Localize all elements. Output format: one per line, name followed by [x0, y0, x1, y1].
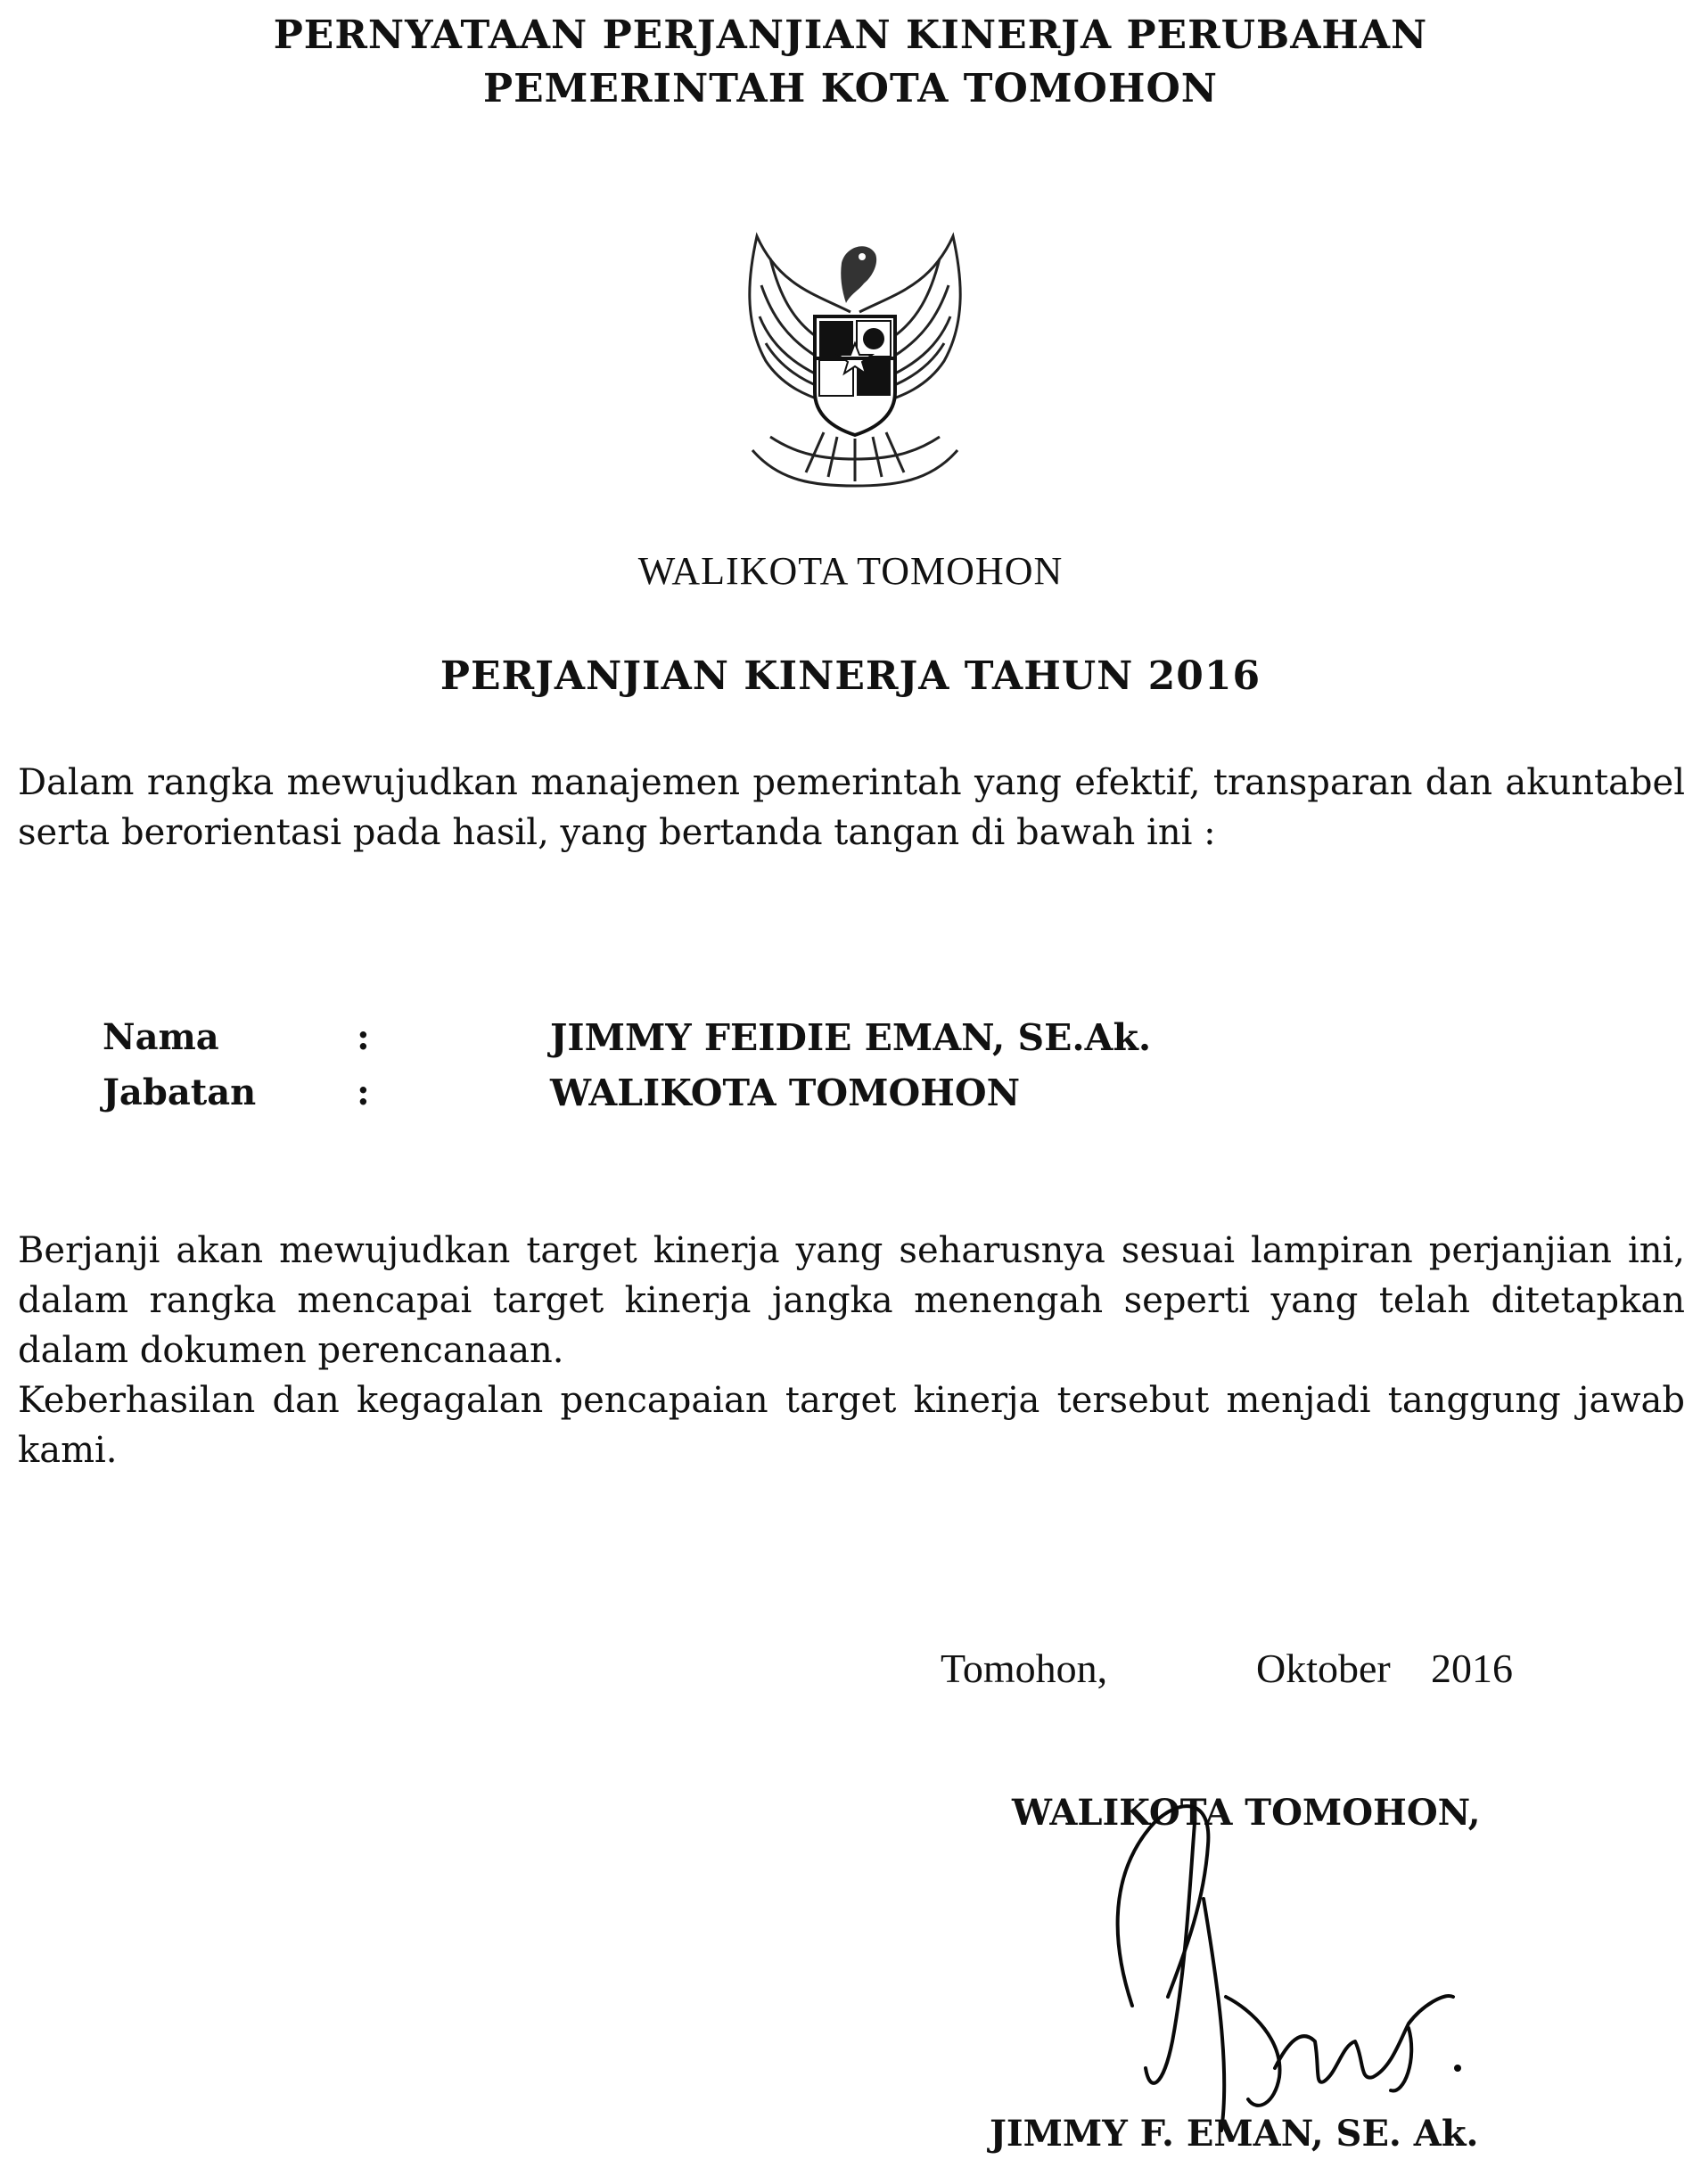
signer-title: WALIKOTA TOMOHON,: [1012, 1792, 1481, 1834]
document-title-line-2: PEMERINTAH KOTA TOMOHON: [482, 66, 1218, 111]
commitment-paragraph: Berjanji akan mewujudkan target kinerja yang seharusnya sesuai lampiran perjanjian ini, dalam rangka mencapai target kinerja jangka menengah seperti yang telah ditetapkan dalam dokumen perencanaan.: [18, 1230, 1685, 1371]
field-value-jabatan: WALIKOTA TOMOHON: [550, 1071, 1021, 1114]
garuda-emblem-icon: [717, 214, 993, 499]
signer-name: JIMMY F. EMAN, SE. Ak.: [990, 2113, 1479, 2155]
year-text: 2016: [1431, 1646, 1513, 1691]
responsibility-paragraph: Keberhasilan dan kegagalan pencapaian target kinerja tersebut menjadi tanggung jawab kami.: [18, 1380, 1685, 1471]
field-colon: :: [357, 1071, 370, 1113]
month-text: Oktober: [1256, 1646, 1391, 1691]
place-text: Tomohon,: [941, 1646, 1108, 1691]
field-value-nama: JIMMY FEIDIE EMAN, SE.Ak.: [550, 1016, 1152, 1059]
field-label-nama: Nama: [103, 1016, 219, 1058]
document-title-line-1: PERNYATAAN PERJANJIAN KINERJA PERUBAHAN: [273, 12, 1428, 58]
field-label-jabatan: Jabatan: [103, 1071, 257, 1113]
agreement-heading: PERJANJIAN KINERJA TAHUN 2016: [440, 653, 1261, 699]
intro-paragraph: Dalam rangka mewujudkan manajemen pemerintah yang efektif, transparan dan akuntabel serta berorientasi pada hasil, yang bertanda tangan di bawah ini :: [18, 762, 1685, 853]
walikota-heading: WALIKOTA TOMOHON: [637, 549, 1064, 593]
field-colon: :: [357, 1016, 370, 1058]
